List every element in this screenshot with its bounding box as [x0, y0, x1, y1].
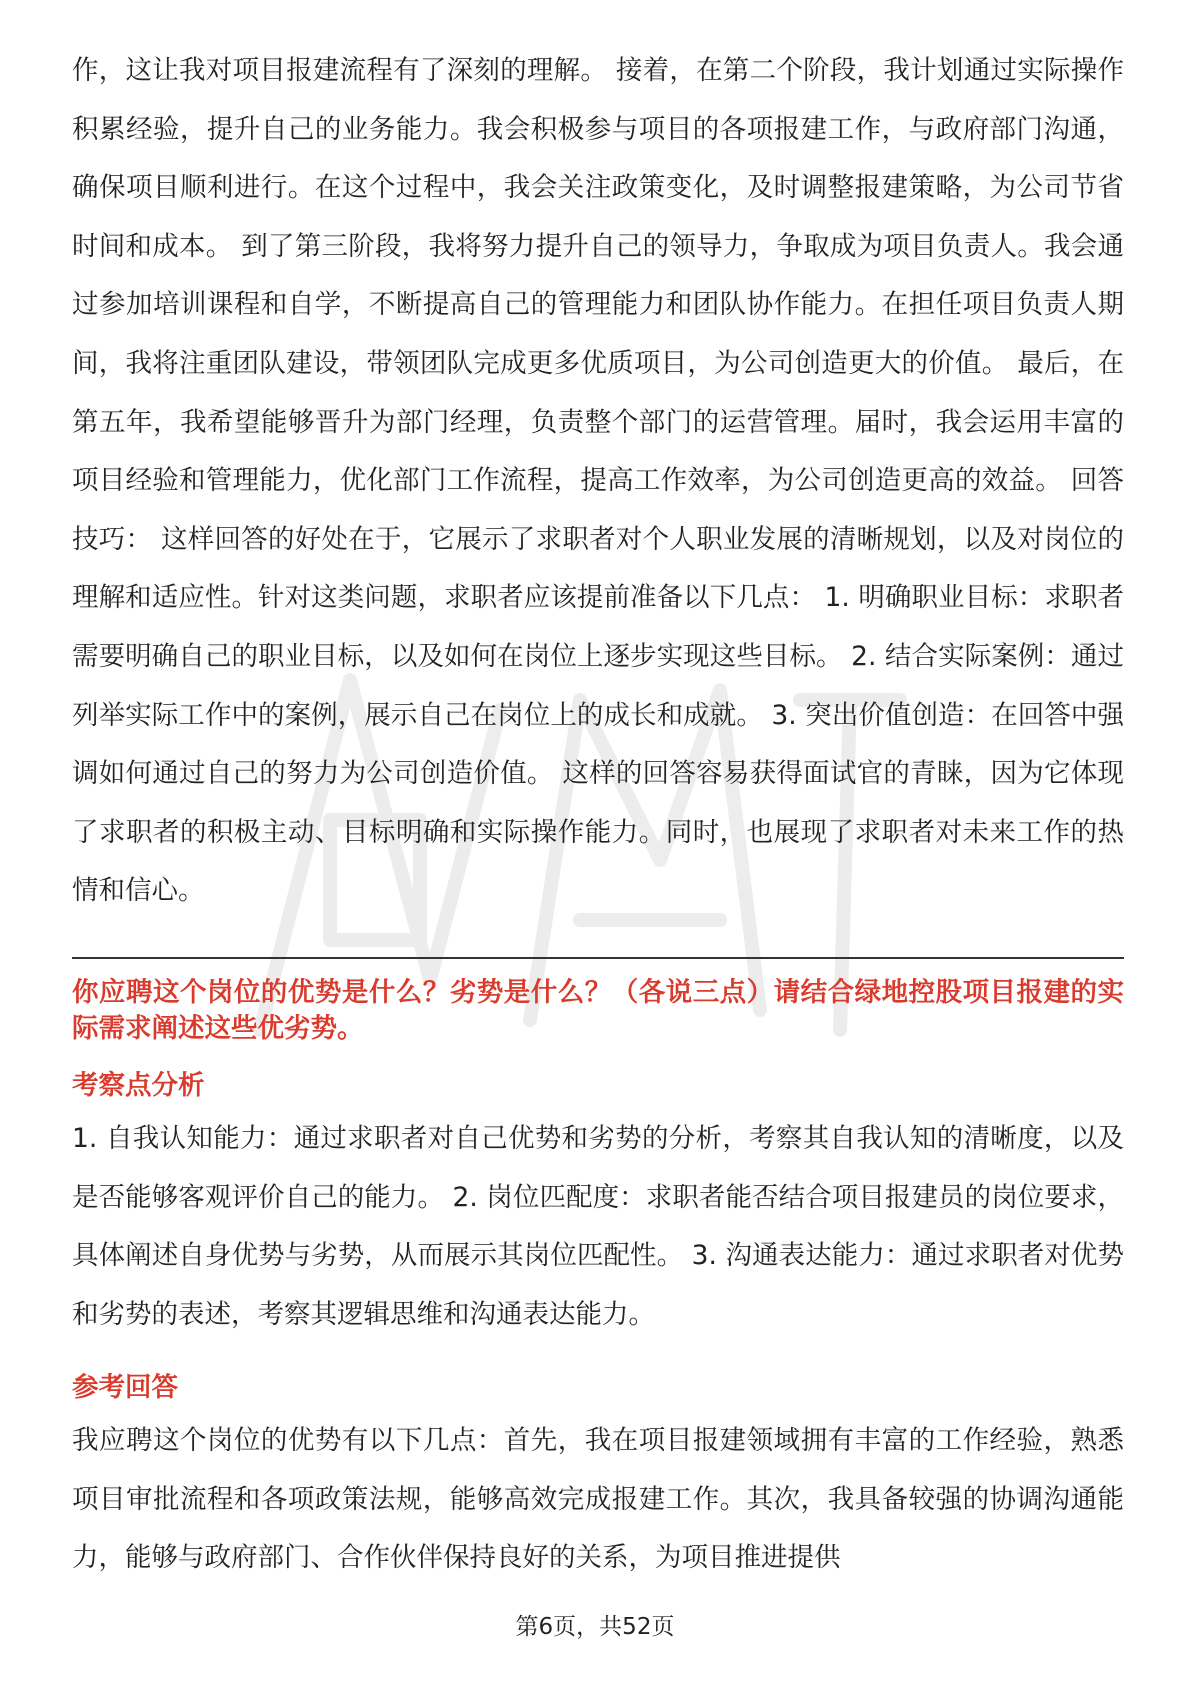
answer-paragraph: 我应聘这个岗位的优势有以下几点：首先，我在项目报建领域拥有丰富的工作经验，熟悉项目审批流程和各项政策法规，能够高效完成报建工作。其次，我具备较强的协调沟通能力，能够与政府部门、合作伙伴保持良好的关系，为项目推进提供: [72, 1425, 1124, 1574]
page-number: 第6页，共52页: [515, 1614, 675, 1640]
document-page: [72, 42, 1124, 1588]
body-paragraph: 作，这让我对项目报建流程有了深刻的理解。 接着，在第二个阶段，我计划通过实际操作积累经验，提升自己的业务能力。我会积极参与项目的各项报建工作，与政府部门沟通，确保项目顺利进行。在这个过程中，我会关注政策变化，及时调整报建策略，为公司节省时间和成本。 到了第三阶段，我将努力提升自己的领导力，争取成为项目负责人。我会通过参加培训课程和自学，不断提高自己的管理能力和团队协作能力。在担任项目负责人期间，我将注重团队建设，带领团队完成更多优质项目，为公司创造更大的价值。 最后，在第五年，我希望能够晋升为部门经理，负责整个部门的运营管理。届时，我会运用丰富的项目经验和管理能力，优化部门工作流程，提高工作效率，为公司创造更高的效益。 回答技巧： 这样回答的好处在于，它展示了求职者对个人职业发展的清晰规划，以及对岗位的理解和适应性。针对这类问题，求职者应该提前准备以下几点： 1. 明确职业目标：求职者需要明确自己的职业目标，以及如何在岗位上逐步实现这些目标。 2. 结合实际案例：通过列举实际工作中的案例，展示自己在岗位上的成长和成就。 3. 突出价值创造：在回答中强调如何通过自己的努力为公司创造价值。 这样的回答容易获得面试官的青睐，因为它体现了求职者的积极主动、目标明确和实际操作能力。同时，也展现了求职者对未来工作的热情和信心。: [72, 55, 1124, 907]
interview-question: 你应聘这个岗位的优势是什么？劣势是什么？（各说三点）请结合绿地控股项目报建的实际需求阐述这些优劣势。: [72, 976, 1124, 1044]
answer-heading: 参考回答: [72, 1372, 178, 1404]
analysis-paragraph: 1. 自我认知能力：通过求职者对自己优势和劣势的分析，考察其自我认知的清晰度，以及是否能够客观评价自己的能力。 2. 岗位匹配度：求职者能否结合项目报建员的岗位要求，具体阐述自身优势与劣势，从而展示其岗位匹配性。 3. 沟通表达能力：通过求职者对优势和劣势的表述，考察其逻辑思维和沟通表达能力。: [72, 1122, 1124, 1330]
analysis-heading: 考察点分析: [72, 1069, 205, 1101]
section-divider: [72, 957, 1124, 959]
